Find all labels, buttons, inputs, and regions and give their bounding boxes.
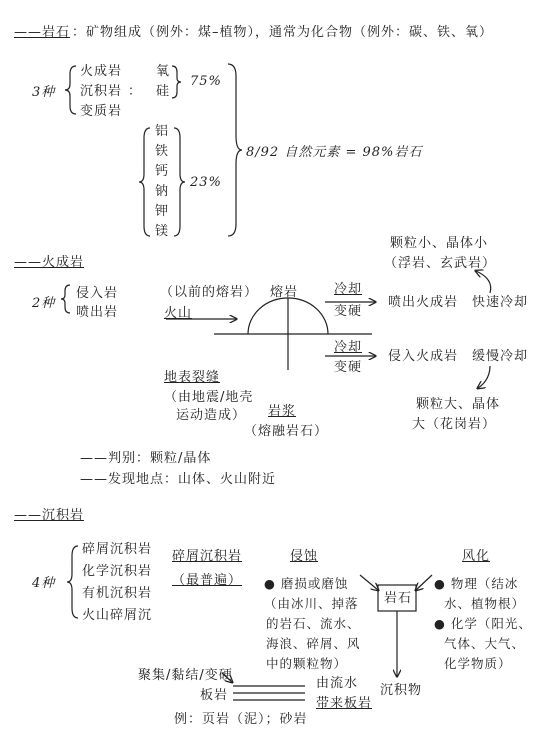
volcano-label: 火山 bbox=[164, 306, 193, 321]
igneous-kind-extrusive: 喷出岩 bbox=[76, 305, 119, 320]
compaction-label: 聚集/黏结/变硬 bbox=[138, 668, 233, 683]
colon: ： bbox=[128, 84, 143, 99]
element-sodium: 钠 bbox=[155, 184, 170, 199]
clastic-label: 碎屑沉积岩 bbox=[172, 549, 243, 564]
sed-kind-clastic: 碎屑沉积岩 bbox=[82, 542, 153, 557]
sedimentary-heading: ——沉积岩 bbox=[14, 508, 85, 523]
water-carry-2: 带来板岩 bbox=[316, 696, 373, 711]
brace-three-kinds bbox=[65, 66, 76, 114]
cool-label-bottom: 冷却 bbox=[334, 340, 363, 355]
sed-kind-pyroclastic: 火山碎屑沉 bbox=[82, 608, 153, 623]
weathering-note-4: 气体、大气、 bbox=[444, 636, 526, 651]
igneous-kind-intrusive: 侵入岩 bbox=[76, 286, 119, 301]
brace-elements-left bbox=[139, 128, 150, 236]
slow-cool: 缓慢冷却 bbox=[472, 349, 529, 364]
location-note: ——发现地点：山体、火山附近 bbox=[80, 472, 277, 487]
slate-label: 板岩 bbox=[200, 688, 229, 703]
coarse-grain-example: 大（花岗岩） bbox=[412, 417, 497, 432]
arrow-erosion bbox=[360, 575, 378, 590]
element-magnesium: 镁 bbox=[155, 224, 170, 239]
erosion-label: 侵蚀 bbox=[290, 549, 319, 564]
harden-label-bottom: 变硬 bbox=[334, 360, 363, 375]
fissure-cause-2: 运动造成） bbox=[176, 408, 247, 423]
brace-elements-right bbox=[174, 128, 185, 236]
rock-heading: ——岩石 bbox=[14, 25, 71, 40]
weathering-label: 风化 bbox=[462, 549, 491, 564]
sed-kind-chemical: 化学沉积岩 bbox=[82, 564, 153, 579]
element-potassium: 钾 bbox=[155, 204, 170, 219]
sed-kind-organic: 有机沉积岩 bbox=[82, 586, 153, 601]
brace-two-kinds bbox=[61, 285, 70, 313]
erosion-note-1: ● 磨损或磨蚀 bbox=[264, 576, 349, 591]
water-carry-1: 由流水 bbox=[316, 676, 359, 691]
fine-grain: 颗粒小、晶体小 bbox=[390, 236, 489, 251]
magma-label: 岩浆 bbox=[268, 404, 297, 419]
three-kinds-label: 3种 bbox=[32, 85, 56, 100]
rock-definition: ：矿物组成（例外：煤–植物），通常为化合物（例外：碳、铁、氧） bbox=[72, 25, 494, 40]
magma-desc: （熔融岩石） bbox=[244, 424, 329, 439]
coarse-grain: 颗粒大、晶体 bbox=[416, 397, 501, 412]
pct-top: 75% bbox=[190, 74, 222, 89]
element-calcium: 钙 bbox=[155, 164, 170, 179]
fast-cool: 快速冷却 bbox=[472, 295, 529, 310]
brace-summary bbox=[228, 64, 242, 236]
identify-note: ——判别：颗粒/晶体 bbox=[80, 451, 212, 466]
rock-kind-igneous: 火成岩 bbox=[80, 64, 123, 79]
element-oxygen: 氧 bbox=[156, 64, 171, 79]
four-kinds-label: 4种 bbox=[32, 576, 56, 591]
erosion-note-3: 的岩石、流水、 bbox=[266, 616, 361, 631]
erosion-note-4: 海浪、碎屑、风 bbox=[266, 636, 361, 651]
extrusive-igneous: 喷出火成岩 bbox=[388, 295, 459, 310]
weathering-note-1: ● 物理（结冰 bbox=[434, 576, 519, 591]
element-iron: 铁 bbox=[155, 144, 170, 159]
rock-box-label: 岩石 bbox=[384, 591, 413, 606]
element-summary: 8/92 自然元素 = 98%岩石 bbox=[246, 145, 423, 160]
erosion-note-2: （由冰川、掉落 bbox=[264, 596, 359, 611]
element-silicon: 硅 bbox=[156, 84, 171, 99]
fine-grain-examples: （浮岩、玄武岩） bbox=[384, 256, 497, 271]
brace-oxygen-silicon bbox=[172, 66, 181, 98]
weathering-note-2: 水、植物根） bbox=[444, 596, 526, 611]
fissure-label: 地表裂缝 bbox=[164, 370, 221, 385]
former-magma: （以前的熔岩） bbox=[160, 285, 259, 300]
cool-label-top: 冷却 bbox=[334, 282, 363, 297]
rock-kind-metamorphic: 变质岩 bbox=[80, 104, 123, 119]
harden-label-top: 变硬 bbox=[334, 304, 363, 319]
weathering-note-5: 化学物质） bbox=[444, 656, 512, 671]
arrow-weathering bbox=[416, 575, 432, 590]
brace-four-kinds bbox=[67, 546, 78, 618]
most-common: （最普遍） bbox=[172, 573, 243, 588]
arrow-slow-cool bbox=[478, 366, 490, 388]
lava-label: 熔岩 bbox=[270, 285, 299, 300]
two-kinds-label: 2种 bbox=[32, 296, 56, 311]
example-label: 例：页岩（泥）；砂岩 bbox=[174, 712, 308, 727]
element-aluminum: 铝 bbox=[155, 124, 170, 139]
sediment-label: 沉积物 bbox=[380, 683, 423, 698]
intrusive-igneous: 侵入火成岩 bbox=[388, 349, 459, 364]
fissure-cause-1: （由地震/地壳 bbox=[164, 390, 254, 405]
pct-bottom: 23% bbox=[190, 175, 222, 190]
igneous-heading: ——火成岩 bbox=[14, 255, 85, 270]
erosion-note-5: 中的颗粒物） bbox=[266, 656, 348, 671]
arrow-fast-cool bbox=[476, 271, 491, 293]
weathering-note-3: ● 化学（阳光、 bbox=[434, 616, 532, 631]
rock-kind-sedimentary: 沉积岩 bbox=[80, 84, 123, 99]
